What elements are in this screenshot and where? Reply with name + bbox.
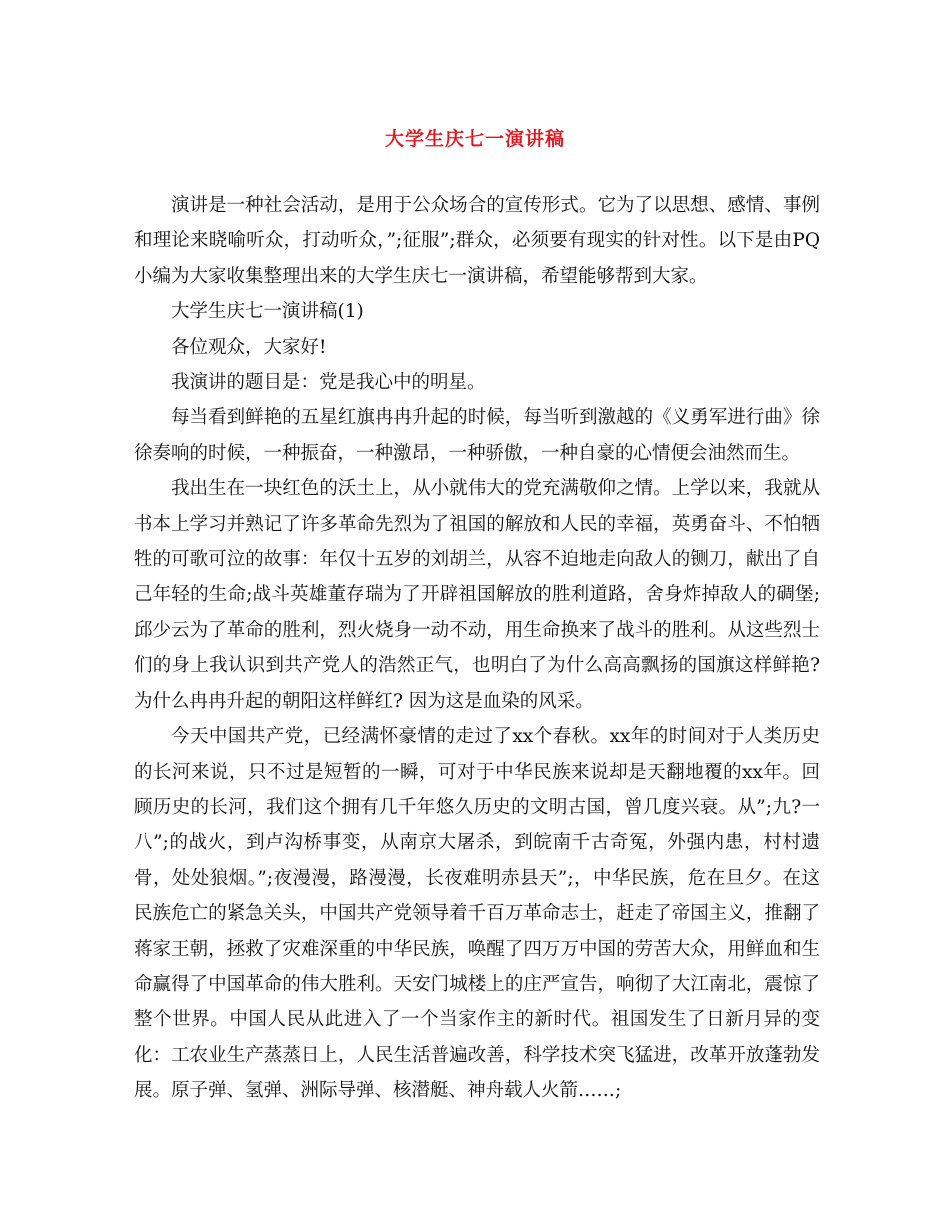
paragraph-body: 每当看到鲜艳的五星红旗冉冉升起的时候，每当听到激越的《义勇军进行曲》徐徐奏响的时候，一种振奋，一种激昂，一种骄傲，一种自豪的心情便会油然而生。 [134,407,820,464]
paragraph-intro: 演讲是一种社会活动，是用于公众场合的宣传形式。它为了以思想、感情、事例和理论来晓喻听众，打动听众，”;征服”;群众，必须要有现实的针对性。以下是由PQ小编为大家收集整理出来的大学生庆七一演讲稿，希望能够帮到大家。 [134,195,820,287]
paragraph-topic: 我演讲的题目是：党是我心中的明星。 [171,372,486,394]
document-title: 大学生庆七一演讲稿 [384,128,565,150]
paragraph-body: 今天中国共产党，已经满怀豪情的走过了xx个春秋。xx年的时间对于人类历史的长河来说，只不过是短暂的一瞬，可对于中华民族来说却是天翻地覆的xx年。回顾历史的长河，我们这个拥有几千年悠久历史的文明古国，曾几度兴衰。从”;九?一八”;的战火，到卢沟桥事变，从南京大屠杀，到皖南千古奇冤，外强内患，村村遗骨，处处狼烟。”;夜漫漫，路漫漫，长夜难明赤县天”;，中华民族，危在旦夕。在这民族危亡的紧急关头，中国共产党领导着千百万革命志士，赶走了帝国主义，推翻了蒋家王朝，拯救了灾难深重的中华民族，唤醒了四万万中国的劳苦大众，用鲜血和生命赢得了中国革命的伟大胜利。天安门城楼上的庄严宣告，响彻了大江南北，震惊了整个世界。中国人民从此进入了一个当家作主的新时代。祖国发生了日新月异的变化：工农业生产蒸蒸日上，人民生活普遍改善，科学技术突飞猛进，改革开放蓬勃发展。原子弹、氢弹、洲际导弹、核潜艇、神舟载人火箭……; [134,726,820,1102]
paragraph-greeting: 各位观众，大家好! [171,336,327,358]
document-body [134,188,820,1109]
paragraph-body: 我出生在一块红色的沃土上，从小就伟大的党充满敬仰之情。上学以来，我就从书本上学习并熟记了许多革命先烈为了祖国的解放和人民的幸福，英勇奋斗、不怕牺牲的可歌可泣的故事：年仅十五岁的刘胡兰，从容不迫地走向敌人的铡刀，献出了自己年轻的生命;战斗英雄董存瑞为了开辟祖国解放的胜利道路，舍身炸掉敌人的碉堡;邱少云为了革命的胜利，烈火烧身一动不动，用生命换来了战斗的胜利。从这些烈士们的身上我认识到共产党人的浩然正气，也明白了为什么高高飘扬的国旗这样鲜艳?为什么冉冉升起的朝阳这样鲜红? 因为这是血染的风采。 [134,478,820,712]
paragraph-heading: 大学生庆七一演讲稿(1) [171,301,364,323]
